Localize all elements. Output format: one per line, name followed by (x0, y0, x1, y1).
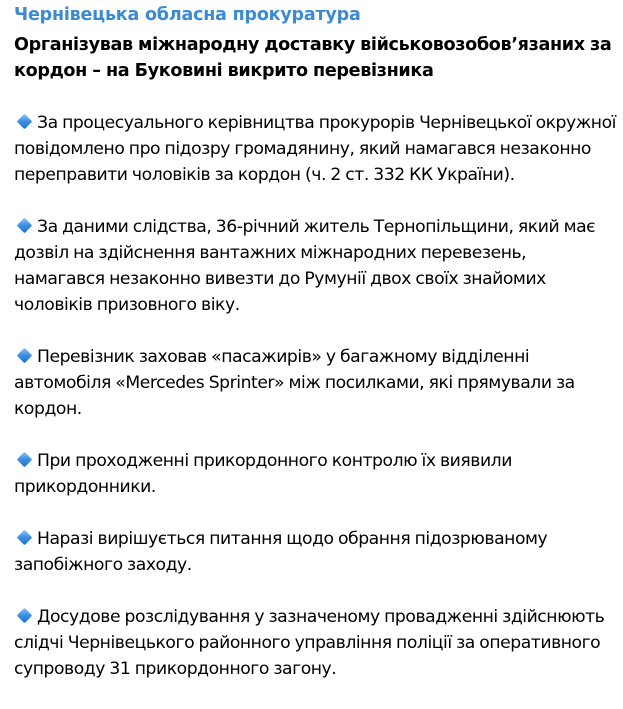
paragraph-text: Перевізник заховав «пасажирів» у багажному відділенні автомобіля «Mercedes Sprinter» між посилками, які прямували за кордон. (14, 347, 575, 419)
post-paragraph (14, 604, 617, 682)
paragraph-text: За процесуального керівництва прокурорів Чернівецької окружної повідомлено про підозру громадянину, який намагався незаконно переправити чоловіків за кордон (ч. 2 ст. 332 КК України). (14, 113, 616, 185)
paragraph-text: Досудове розслідування у зазначеному провадженні здійснюють слідчі Чернівецького районного управління поліції за оперативного супроводу 31 прикордонного загону. (14, 607, 605, 679)
small-blue-diamond-icon (17, 348, 32, 363)
post-paragraph (14, 344, 617, 422)
small-blue-diamond-icon (17, 530, 32, 545)
post-body (14, 110, 617, 682)
small-blue-diamond-icon (17, 608, 32, 623)
channel-name[interactable]: Чернівецька обласна прокуратура (14, 5, 361, 25)
post-paragraph (14, 110, 617, 188)
post-paragraph (14, 448, 617, 500)
post-headline: Організував міжнародну доставку військовозобов’язаних за кордон – на Буковині викрито перевізника (14, 35, 612, 81)
paragraph-text: За даними слідства, 36-річний житель Тернопільщини, який має дозвіл на здійснення вантажних міжнародних перевезень, намагався незаконно вивезти до Румунії двох своїх знайомих чоловіків призовного віку. (14, 217, 596, 315)
small-blue-diamond-icon (17, 452, 32, 467)
paragraph-text: При проходженні прикордонного контролю їх виявили прикордонники. (14, 451, 512, 497)
post-paragraph (14, 526, 617, 578)
small-blue-diamond-icon (17, 218, 32, 233)
paragraph-text: Наразі вирішується питання щодо обрання підозрюваному запобіжного заходу. (14, 529, 548, 575)
post-paragraph (14, 214, 617, 318)
small-blue-diamond-icon (17, 114, 32, 129)
